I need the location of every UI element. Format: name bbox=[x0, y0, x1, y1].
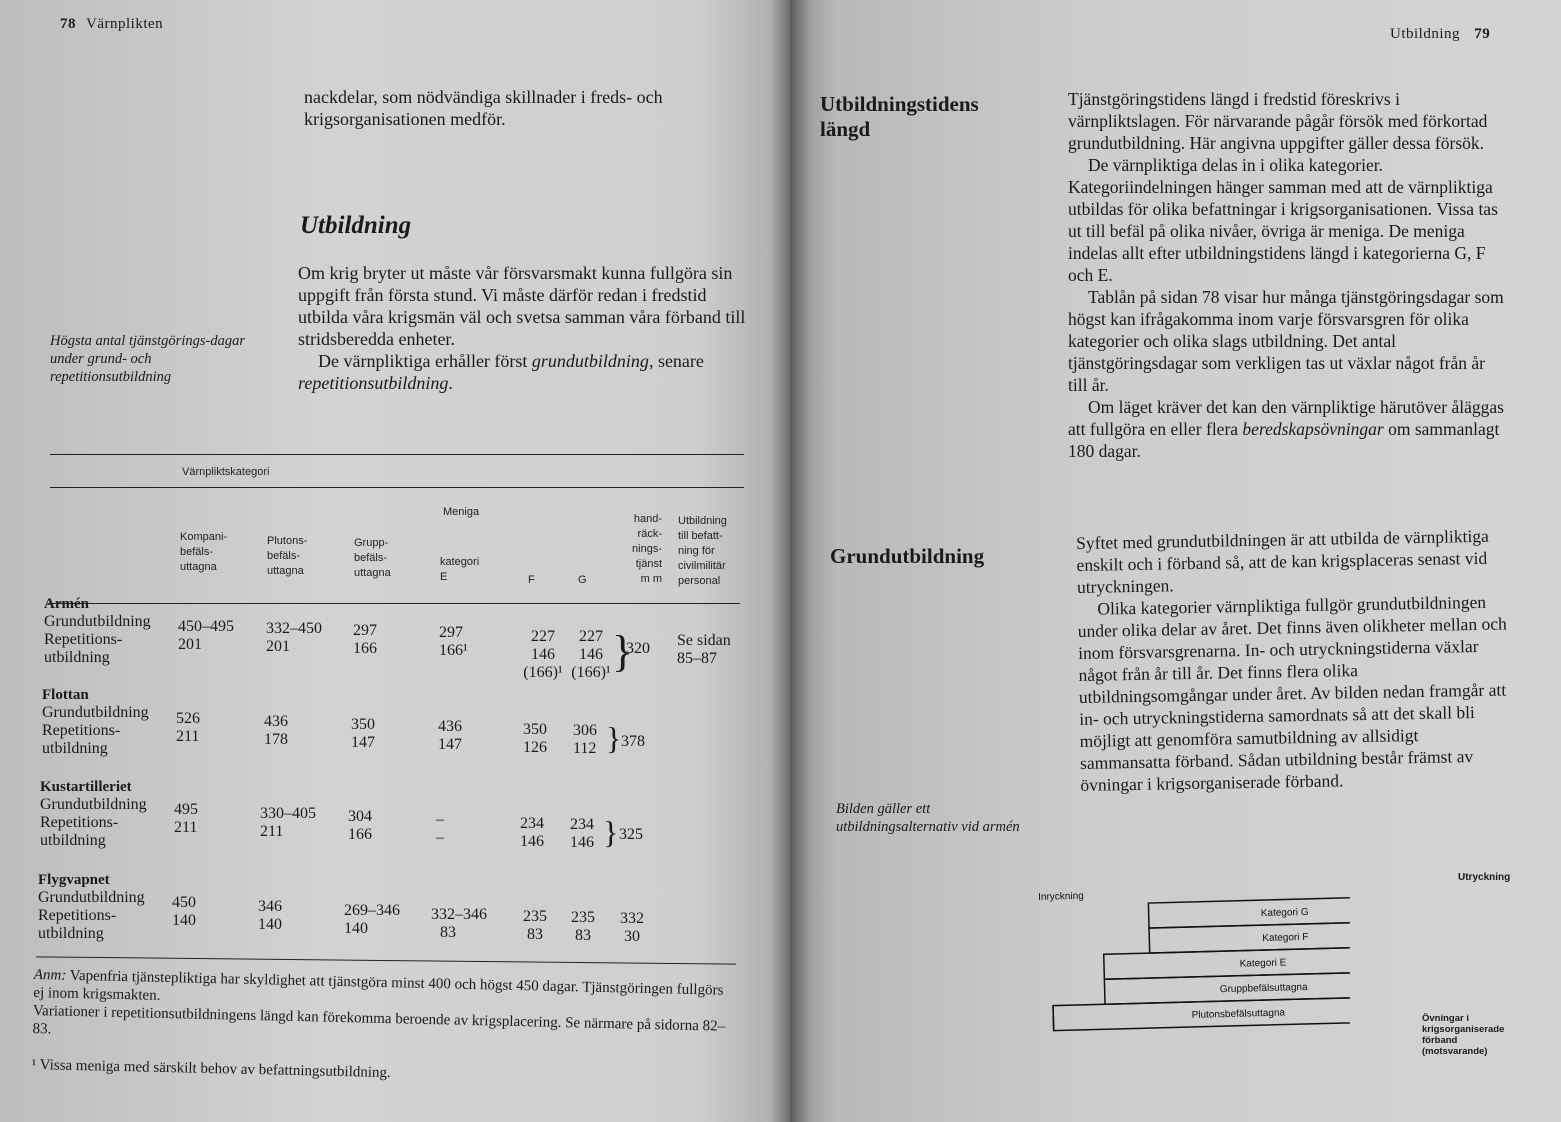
kust-f-grund: 234 bbox=[520, 815, 544, 832]
branch-flottan-name: Flottan bbox=[42, 687, 89, 703]
flottan-e-rep: 147 bbox=[438, 736, 462, 753]
col-f-header: F bbox=[528, 574, 535, 586]
row-grund-label: Grundutbildning bbox=[44, 613, 151, 630]
col-g-header: G bbox=[578, 574, 587, 586]
label-kategori-e: Kategori E bbox=[1239, 957, 1287, 970]
flyg-grupp bbox=[344, 902, 400, 938]
row-grund-label: Grundutbildning bbox=[40, 796, 147, 813]
armen-f-grund: 227 bbox=[531, 628, 555, 645]
flottan-grupp-grund: 350 bbox=[351, 716, 375, 733]
flyg-g-rep: 83 bbox=[575, 927, 591, 944]
armen-kompani-rep: 201 bbox=[178, 636, 202, 653]
flottan-f bbox=[523, 721, 547, 757]
branch-flottan bbox=[42, 687, 149, 758]
p2-em-grund: grundutbildning bbox=[531, 351, 649, 371]
armen-g-grund: 227 bbox=[579, 628, 603, 645]
langd-p1: Tjänstgöringstidens längd i fredstid föreskrivs i värnpliktslagen. För närvarande pågår försök med förkortad grundutbildning. Här angivna uppgifter gäller dessa försök. bbox=[1068, 89, 1488, 153]
right-page-number: 79 bbox=[1474, 26, 1491, 42]
label-utryckning: Utryckning bbox=[1458, 872, 1511, 883]
row-rep-label: Repetitions- bbox=[44, 631, 123, 648]
armen-e bbox=[439, 624, 468, 660]
col-kompani-l3: uttagna bbox=[180, 561, 217, 573]
col-plutons-header bbox=[267, 534, 307, 579]
flottan-g bbox=[573, 722, 597, 758]
flottan-kompani-rep: 211 bbox=[176, 728, 200, 745]
langd-p4-end: om sammanlagt 180 dagar. bbox=[1068, 419, 1500, 461]
anm-label: Anm: bbox=[33, 966, 67, 984]
col-grupp-l3: uttagna bbox=[354, 567, 391, 579]
left-header-title: Värnplikten bbox=[86, 16, 164, 32]
ovningar-l3: förband bbox=[1422, 1035, 1458, 1046]
kust-f-rep: 146 bbox=[520, 833, 544, 850]
col-utb-l3: ning för bbox=[678, 545, 715, 557]
langd-paragraphs bbox=[1068, 88, 1508, 462]
flyg-hand-rep: 30 bbox=[624, 928, 640, 945]
ovningar-l2: krigsorganiserade bbox=[1422, 1024, 1505, 1035]
flottan-brace: } bbox=[606, 720, 622, 756]
flottan-plutons-grund: 436 bbox=[264, 713, 288, 730]
table-top-rule bbox=[50, 454, 744, 455]
ovningar-l1: Övningar i bbox=[1422, 1013, 1469, 1024]
flyg-e-grund: 332–346 bbox=[431, 906, 487, 923]
group-header: Värnpliktskategori bbox=[182, 466, 270, 478]
row-rep-label: Repetitions- bbox=[42, 722, 121, 739]
section-title-langd: Utbildningstidens längd bbox=[820, 92, 979, 141]
utbildning-p1: Om krig bryter ut måste vår försvarsmakt kunna fullgöra sin uppgift från första stund. Vi måste därför redan i fredstid utbilda våra krigsmän väl och svetsa samman våra förband till stridsberedda enheter. bbox=[298, 263, 746, 349]
armen-grupp-rep: 166 bbox=[353, 640, 377, 657]
section-title-grundutbildning: Grundutbildning bbox=[830, 544, 985, 568]
label-gruppbefal: Gruppbefälsuttagna bbox=[1219, 981, 1308, 996]
armen-plutons-grund: 332–450 bbox=[266, 620, 322, 637]
flottan-g-rep: 112 bbox=[573, 740, 597, 757]
col-kompani-l2: befäls- bbox=[180, 546, 214, 558]
row-rep-label-2: utbildning bbox=[38, 925, 104, 942]
kust-kompani-grund: 495 bbox=[174, 801, 198, 818]
branch-kust-name: Kustartilleriet bbox=[40, 779, 132, 795]
col-hand-l4: tjänst bbox=[635, 558, 662, 570]
flyg-hand-grund: 332 bbox=[620, 910, 644, 927]
training-period-diagram bbox=[1030, 864, 1350, 1074]
utbildning-p2 bbox=[298, 350, 748, 394]
p2-start: De värnpliktiga erhåller först bbox=[318, 351, 532, 371]
flyg-grupp-grund: 269–346 bbox=[344, 902, 400, 919]
label-ovningar bbox=[1422, 1013, 1504, 1057]
grund-p2: Olika kategorier värnpliktiga fullgör grundutbildningen under olika delar av året. Det finns även olikheter mellan och inom försvarsgrenarna. In- och utryckningstiderna växlar något från år till år. Det finns flera olika utbildningsomgångar under året. Av bilden nedan framgår att in- och utryckningstiderna samordnats så att det skall bli möjligt att genomföra samutbildning av allsidigt sammansatta förband. Sådan utbildning består främst av övningar i krigsorganiserade förband. bbox=[1077, 591, 1507, 795]
col-hand-l1: hand- bbox=[633, 513, 662, 525]
p2-em-rep: repetitionsutbildning bbox=[298, 373, 449, 393]
armen-g bbox=[566, 628, 616, 682]
armen-f-rep: 146 bbox=[531, 646, 555, 663]
table-footnotes bbox=[32, 966, 734, 1090]
col-plutons-l1: Plutons- bbox=[267, 535, 308, 547]
kust-grupp bbox=[348, 808, 372, 844]
col-grupp-l2: befäls- bbox=[354, 552, 388, 564]
armen-utb-l1: Se sidan bbox=[677, 632, 731, 649]
flottan-g-grund: 306 bbox=[573, 722, 597, 739]
kust-f bbox=[520, 815, 544, 851]
kust-plutons bbox=[260, 805, 316, 841]
row-grund-label: Grundutbildning bbox=[42, 704, 149, 721]
armen-f bbox=[518, 628, 568, 682]
armen-g-rep: 146 bbox=[579, 646, 603, 663]
flyg-plutons-grund: 346 bbox=[258, 898, 282, 915]
col-plutons-l3: uttagna bbox=[267, 565, 304, 577]
ovningar-l4: (motsvarande) bbox=[1422, 1046, 1488, 1057]
diagram-note: Bilden gäller ett utbildningsalternativ vid armén bbox=[836, 801, 1020, 835]
right-running-head bbox=[1390, 26, 1490, 43]
col-hand-l3: nings- bbox=[632, 543, 662, 555]
meniga-header: Meniga bbox=[443, 506, 480, 518]
armen-g-alt: (166)¹ bbox=[571, 664, 611, 681]
label-inryckning: Inryckning bbox=[1038, 890, 1084, 903]
flottan-kompani bbox=[176, 710, 200, 746]
armen-kompani bbox=[178, 618, 234, 654]
branch-flyg-name: Flygvapnet bbox=[38, 872, 110, 888]
flyg-e bbox=[431, 906, 487, 942]
left-page-number: 78 bbox=[60, 16, 76, 32]
armen-kompani-grund: 450–495 bbox=[178, 618, 234, 635]
armen-grupp bbox=[353, 622, 377, 658]
col-e-l2: E bbox=[440, 571, 448, 583]
kust-plutons-grund: 330–405 bbox=[260, 805, 316, 822]
branch-armen bbox=[44, 596, 151, 667]
kust-e-grund: – bbox=[436, 811, 444, 828]
book-spine bbox=[770, 0, 810, 1122]
kust-e bbox=[436, 811, 444, 847]
langd-p4-em: beredskapsövningar bbox=[1242, 419, 1384, 439]
col-utb-l1: Utbildning bbox=[678, 515, 727, 527]
flottan-e bbox=[438, 718, 462, 754]
section-title-utbildning: Utbildning bbox=[300, 212, 412, 239]
flyg-g bbox=[566, 909, 600, 945]
flyg-plutons-rep: 140 bbox=[258, 916, 282, 933]
col-kompani-header bbox=[180, 530, 227, 575]
table-margin-note: Högsta antal tjänstgörings-dagar under grund- och repetitionsutbildning bbox=[50, 333, 245, 385]
armen-hand: 320 bbox=[626, 640, 650, 657]
kust-plutons-rep: 211 bbox=[260, 823, 284, 840]
kust-kompani bbox=[174, 801, 198, 837]
flottan-plutons bbox=[264, 713, 288, 749]
left-running-head bbox=[60, 16, 163, 33]
branch-kustartilleriet bbox=[40, 779, 147, 850]
flottan-grupp bbox=[351, 716, 375, 752]
footnote-1: ¹ Vissa meniga med särskilt behov av befattningsutbildning. bbox=[31, 1056, 391, 1082]
table-group-rule bbox=[50, 487, 744, 488]
grund-paragraphs bbox=[1076, 524, 1513, 795]
anm-text: Vapenfria tjänstepliktiga har skyldighet att tjänstgöra minst 400 och högst 450 dagar. Tjänstgöringen fullgörs ej inom krigsmakten. bbox=[33, 967, 724, 1004]
row-rep-label-2: utbildning bbox=[42, 740, 108, 757]
flyg-f bbox=[518, 908, 552, 944]
col-kompani-l1: Kompani- bbox=[180, 531, 228, 543]
kust-g-grund: 234 bbox=[570, 816, 594, 833]
armen-f-alt: (166)¹ bbox=[523, 664, 563, 681]
kust-g bbox=[570, 816, 594, 852]
col-utb-l5: personal bbox=[678, 575, 721, 587]
kust-grupp-rep: 166 bbox=[348, 826, 372, 843]
kust-e-rep: – bbox=[436, 829, 444, 846]
flottan-plutons-rep: 178 bbox=[264, 731, 288, 748]
armen-grupp-grund: 297 bbox=[353, 622, 377, 639]
table-bottom-rule bbox=[36, 956, 736, 964]
branch-armen-name: Armén bbox=[44, 596, 89, 612]
inryckning-marker bbox=[1053, 1006, 1054, 1031]
flottan-kompani-grund: 526 bbox=[176, 710, 200, 727]
flyg-grupp-rep: 140 bbox=[344, 920, 368, 937]
flyg-f-grund: 235 bbox=[523, 908, 547, 925]
grund-p1: Syftet med grundutbildningen är att utbilda de värnpliktiga enskilt och i förband så, att de kan krigsplaceras senast vid utryckningen. bbox=[1076, 525, 1489, 597]
row-rep-label-2: utbildning bbox=[40, 832, 106, 849]
flyg-hand bbox=[617, 910, 647, 946]
row-rep-label: Repetitions- bbox=[40, 814, 119, 831]
kust-grupp-grund: 304 bbox=[348, 808, 372, 825]
p2-end: . bbox=[448, 373, 453, 393]
right-page bbox=[790, 0, 1561, 1122]
label-kategori-g: Kategori G bbox=[1260, 906, 1309, 920]
label-kategori-f: Kategori F bbox=[1262, 931, 1309, 945]
flyg-g-grund: 235 bbox=[571, 909, 595, 926]
flottan-e-grund: 436 bbox=[438, 718, 462, 735]
flyg-f-rep: 83 bbox=[527, 926, 543, 943]
col-utb-l2: till befatt- bbox=[678, 530, 723, 542]
armen-plutons bbox=[266, 620, 322, 656]
armen-plutons-rep: 201 bbox=[266, 638, 290, 655]
langd-p4-start: Om läget kräver det kan den värnpliktige härutöver åläggas att fullgöra en eller flera bbox=[1068, 397, 1504, 439]
right-header-title: Utbildning bbox=[1390, 26, 1461, 42]
armen-e-rep: 166¹ bbox=[439, 642, 468, 659]
flottan-f-rep: 126 bbox=[523, 739, 547, 756]
col-hand-header bbox=[612, 512, 662, 587]
col-utb-header bbox=[678, 514, 727, 589]
col-hand-l2: räck- bbox=[637, 528, 662, 540]
flyg-kompani-grund: 450 bbox=[172, 894, 196, 911]
col-utb-l4: civilmilitär bbox=[678, 560, 726, 572]
langd-p3: Tablån på sidan 78 visar hur många tjänstgöringsdagar som högst kan ifrågakomma inom varje försvarsgren för olika kategorier och olika slags utbildning. Det antal tjänstgöringsdagar som verkligen tas ut växlar något från år till år. bbox=[1068, 287, 1504, 395]
col-hand-l5: m m bbox=[640, 573, 662, 585]
row-rep-label-2: utbildning bbox=[44, 649, 110, 666]
armen-utb bbox=[677, 632, 731, 668]
variation-note: Variationer i repetitionsutbildningens längd kan förekomma beroende av krigsplacering. Se närmare på sidorna 82–83. bbox=[32, 1002, 726, 1038]
flottan-hand: 378 bbox=[621, 733, 645, 750]
langd-p2: De värnpliktiga delas in i olika kategorier. Kategoriindelningen hänger samman med att de värnpliktiga utbildas för olika befattningar i krigsorganisationen. Vissa tas ut till befäl på olika nivåer, övriga är meniga. De meniga indelas allt efter utbildningstidens längd i kategorierna G, F och E. bbox=[1068, 155, 1498, 285]
row-rep-label: Repetitions- bbox=[38, 907, 117, 924]
row-grund-label: Grundutbildning bbox=[38, 889, 145, 906]
intro-text: nackdelar, som nödvändiga skillnader i freds- och krigsorganisationen medför. bbox=[304, 87, 663, 129]
utbildning-paragraph bbox=[298, 262, 748, 394]
flyg-plutons bbox=[258, 898, 282, 934]
flyg-kompani-rep: 140 bbox=[172, 912, 196, 929]
intro-paragraph bbox=[304, 86, 754, 130]
flyg-kompani bbox=[172, 894, 196, 930]
label-plutonsbefal: Plutonsbefälsuttagna bbox=[1191, 1007, 1286, 1021]
col-grupp-l1: Grupp- bbox=[354, 537, 389, 549]
p2-mid: , senare bbox=[648, 351, 704, 371]
col-grupp-header bbox=[354, 536, 391, 581]
langd-p4 bbox=[1068, 396, 1508, 462]
branch-flygvapnet bbox=[38, 872, 145, 943]
flottan-grupp-rep: 147 bbox=[351, 734, 375, 751]
col-e-l1: kategori bbox=[440, 556, 480, 568]
armen-e-grund: 297 bbox=[439, 624, 463, 641]
kust-hand: 325 bbox=[619, 826, 643, 843]
armen-utb-l2: 85–87 bbox=[677, 650, 717, 667]
col-plutons-l2: befäls- bbox=[267, 550, 301, 562]
flottan-f-grund: 350 bbox=[523, 721, 547, 738]
flyg-e-rep: 83 bbox=[440, 924, 456, 941]
armen-brace: } bbox=[612, 627, 634, 676]
kust-g-rep: 146 bbox=[570, 834, 594, 851]
kust-brace: } bbox=[603, 814, 619, 850]
col-e-header bbox=[440, 555, 479, 585]
kust-kompani-rep: 211 bbox=[174, 819, 198, 836]
table-header-rule bbox=[48, 603, 740, 604]
